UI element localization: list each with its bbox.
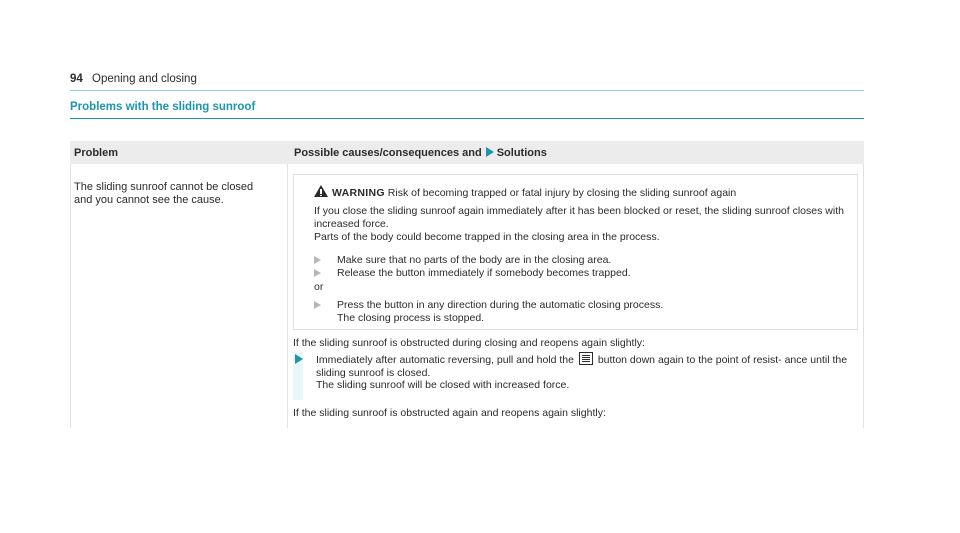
warning-step: Press the button in any direction during the automatic closing process. The closing process is stopped. [314, 299, 834, 324]
warning-headline: Risk of becoming trapped or fatal injury by closing the sliding sunroof again [387, 187, 737, 199]
section-name: Opening and closing [92, 73, 197, 85]
warning-step: Make sure that no parts of the body are in the closing area. [314, 254, 834, 267]
column-header-solution-suffix: Solutions [496, 147, 547, 159]
warning-triangle-icon [314, 185, 328, 197]
warning-step: Release the button immediately if somebody becomes trapped. [314, 267, 834, 280]
play-arrow-icon [295, 354, 303, 364]
problem-description: The sliding sunroof cannot be closed and you cannot see the cause. [74, 181, 254, 206]
warning-box [293, 174, 858, 330]
obstructed-paragraph: If the sliding sunroof is obstructed during closing and reopens again slightly: [293, 337, 645, 349]
problems-table [70, 141, 864, 428]
step-arrow-icon [314, 269, 321, 277]
table-border-left [70, 164, 71, 428]
play-arrow-icon [486, 147, 494, 157]
page-header [70, 73, 197, 85]
warning-paragraph: If you close the sliding sunroof again immediately after it has been blocked or reset, the sliding sunroof closes with increased force. [314, 205, 844, 230]
obstructed-again-paragraph: If the sliding sunroof is obstructed again and reopens again slightly: [293, 407, 606, 419]
header-divider [70, 90, 864, 91]
step-arrow-icon [314, 256, 321, 264]
sunroof-button-icon [579, 352, 593, 365]
warning-label: WARNING [332, 187, 385, 199]
step-result: The closing process is stopped. [337, 311, 485, 324]
table-header [70, 141, 864, 164]
instruction-step: Immediately after automatic reversing, pull and hold the button down again to the point of resist- ance until the sliding sunroof is closed. The sliding sunroof will be closed with increased force. [293, 352, 853, 392]
table-column-divider [287, 164, 288, 428]
title-divider [70, 118, 864, 119]
page-number: 94 [70, 73, 83, 85]
warning-paragraph: Parts of the body could become trapped in the closing area in the process. [314, 231, 660, 243]
warning-header [314, 185, 736, 199]
step-arrow-icon [314, 301, 321, 309]
column-header-solution [294, 147, 547, 159]
table-border-right [863, 164, 864, 428]
step-result: The sliding sunroof will be closed with increased force. [316, 379, 570, 391]
section-title: Problems with the sliding sunroof [70, 101, 256, 113]
warning-or: or [314, 281, 324, 293]
column-header-problem: Problem [74, 147, 119, 159]
column-header-solution-prefix: Possible causes/consequences and [294, 147, 482, 159]
